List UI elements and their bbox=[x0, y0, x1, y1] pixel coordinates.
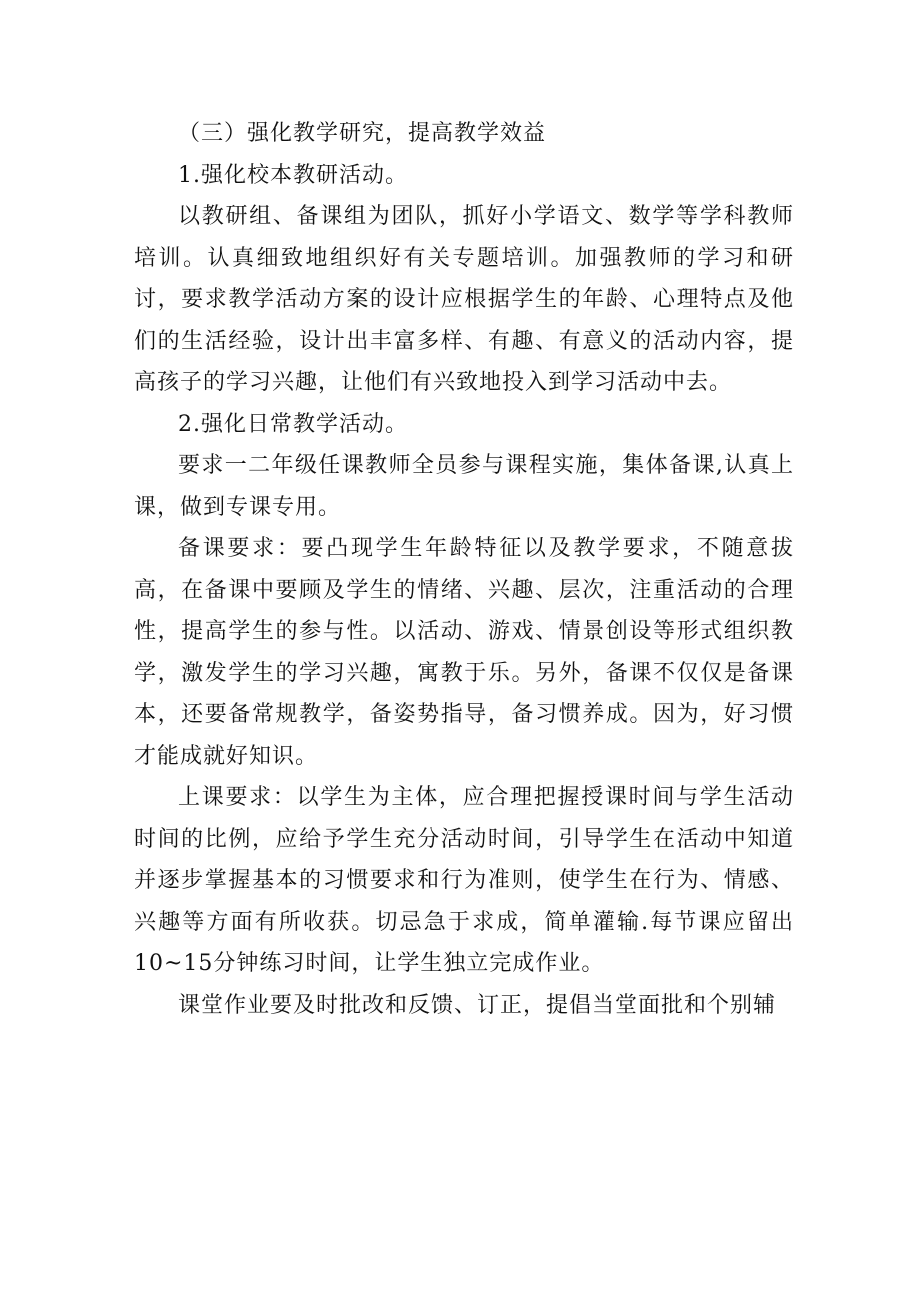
item1-body: 以教研组、备课组为团队，抓好小学语文、数学等学科教师培训。认真细致地组织好有关专题培训。加强教师的学习和研讨，要求教学活动方案的设计应根据学生的年龄、心理特点及他们的生活经验，设计出丰富多样、有趣、有意义的活动内容，提高孩子的学习兴趣，让他们有兴致地投入到学习活动中去。 bbox=[134, 204, 794, 395]
section-heading: （三）强化教学研究，提高教学效益 bbox=[178, 121, 547, 146]
class-requirements: 上课要求：以学生为主体，应合理把握授课时间与学生活动时间的比例，应给予学生充分活动时间，引导学生在活动中知道并逐步掌握基本的习惯要求和行为准则，使学生在行为、情感、兴趣等方面有所收获。切忌急于求成，简单灌输.每节课应留出10~15分钟练习时间，让学生独立完成作业。 bbox=[134, 785, 794, 976]
lesson-prep-requirements: 备课要求：要凸现学生年龄特征以及教学要求，不随意拔高，在备课中要顾及学生的情绪、兴趣、层次，注重活动的合理性，提高学生的参与性。以活动、游戏、情景创设等形式组织教学，激发学生的学习兴趣，寓教于乐。另外，备课不仅仅是备课本，还要备常规教学，备姿势指导，备习惯养成。因为，好习惯才能成就好知识。 bbox=[134, 536, 794, 769]
item1-title: 1.强化校本教研活动。 bbox=[178, 162, 408, 188]
homework-line: 课堂作业要及时批改和反馈、订正，提倡当堂面批和个别辅 bbox=[178, 992, 777, 1018]
item2-title: 2.强化日常教学活动。 bbox=[178, 411, 408, 437]
item2-body: 要求一二年级任课教师全员参与课程实施，集体备课,认真上课，做到专课专用。 bbox=[134, 453, 794, 520]
document-body bbox=[134, 113, 794, 1026]
